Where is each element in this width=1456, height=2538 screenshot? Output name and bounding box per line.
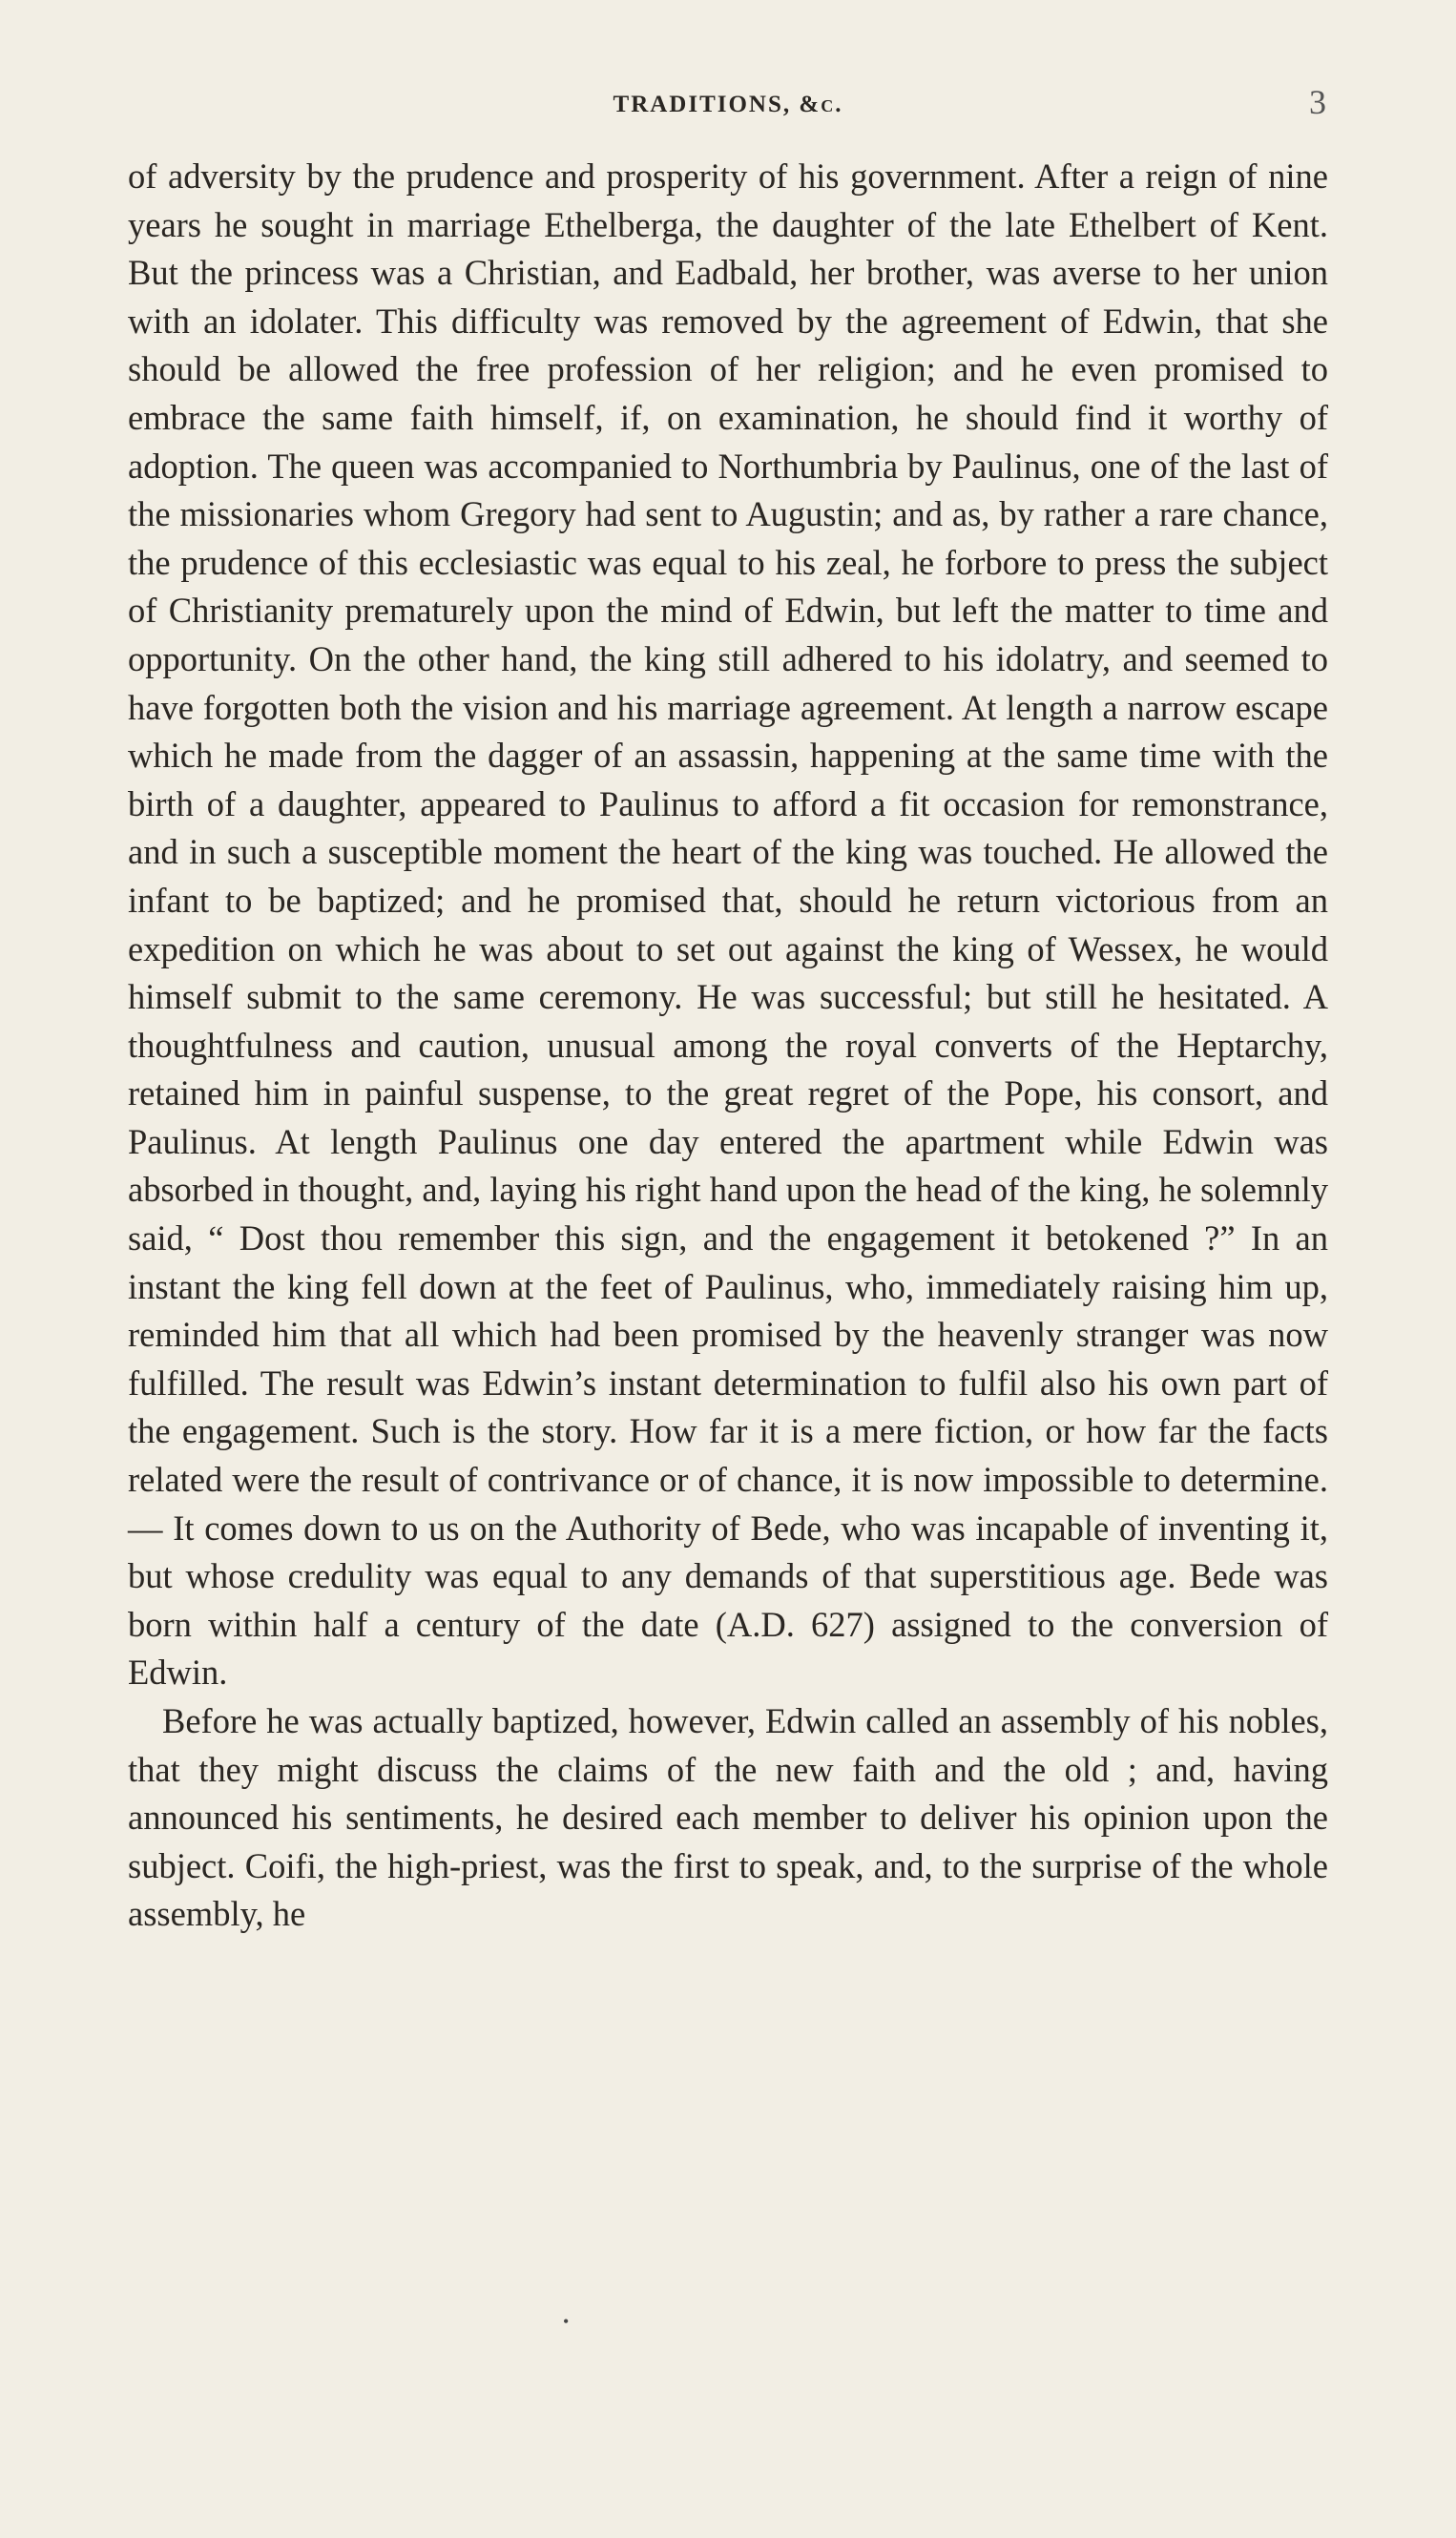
running-title: TRADITIONS, &c. — [613, 92, 843, 117]
paragraph: of adversity by the prudence and prosperity of his government. After a reign of nine years he sought in marriage Ethelberga, the daughter of the late Ethelbert of Kent. But the princess was a Christian, and Eadbald, her brother, was averse to her union with an idolater. This difficulty was removed by the agreement of Edwin, that she should be allowed the free profession of her religion; and he even promised to embrace the same faith himself, if, on examination, he should find it worthy of adoption. The queen was accompanied to Northumbria by Paulinus, one of the last of the missionaries whom Gregory had sent to Augustin; and as, by rather a rare chance, the prudence of this ecclesiastic was equal to his zeal, he forbore to press the subject of Christianity prematurely upon the mind of Edwin, but left the matter to time and opportunity. On the other hand, the king still adhered to his idolatry, and seemed to have forgotten both the vision and his marriage agreement. At length a narrow escape which he made from the dagger of an assassin, happening at the same time with the birth of a daughter, appeared to Paulinus to afford a fit occasion for remonstrance, and in such a susceptible moment the heart of the king was touched. He allowed the infant to be baptized; and he promised that, should he return victorious from an expedition on which he was about to set out against the king of Wessex, he would himself submit to the same ceremony. He was successful; but still he hesitated. A thoughtfulness and caution, unusual among the royal converts of the Heptarchy, retained him in painful suspense, to the great regret of the Pope, his consort, and Paulinus. At length Paulinus one day entered the apartment while Edwin was absorbed in thought, and, laying his right hand upon the head of the king, he solemnly said, “ Dost thou remember this sign, and the engagement it betokened ?” In an instant the king fell down at the feet of Paulinus, who, immediately raising him up, reminded him that all which had been promised by the heavenly stranger was now fulfilled. The result was Edwin’s instant determination to fulfil also his own part of the engagement. Such is the story. How far it is a mere fiction, or how far the facts related were the result of contrivance or of chance, it is now impossible to determine.— It comes down to us on the Authority of Bede, who was incapable of inventing it, but whose credulity was equal to any demands of that superstitious age. Bede was born within half a century of the date (A.D. 627) assigned to the conversion of Edwin. — [128, 156, 1328, 1693]
signature-mark: • — [563, 2312, 570, 2331]
paragraph: Before he was actually baptized, however, Edwin called an assembly of his nobles, that they might discuss the claims of the new faith and the old ; and, having announced his sentiments, he desired each member to deliver his opinion upon the subject. Coifi, the high-priest, was the first to speak, and, to the surprise of the whole assembly, he — [128, 1701, 1328, 1934]
body-text — [128, 153, 1328, 1939]
page-number: 3 — [1309, 83, 1326, 121]
